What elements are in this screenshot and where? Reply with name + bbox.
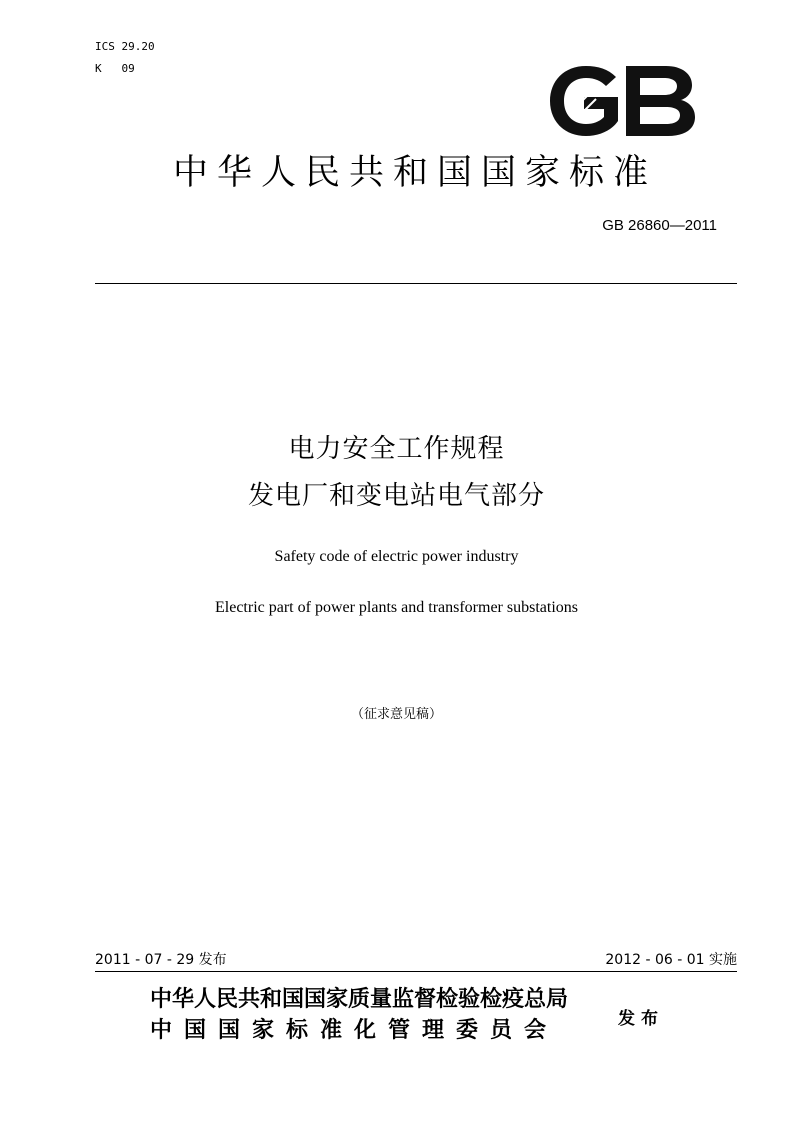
issue-date: 2011 - 07 - 29 发布 bbox=[95, 952, 227, 968]
english-title-line-1: Safety code of electric power industry bbox=[274, 548, 519, 565]
chinese-title-line-2: 发电厂和变电站电气部分 bbox=[247, 481, 545, 511]
gb-logo-g bbox=[550, 66, 618, 136]
issuer-line-1: 中华人民共和国国家质量监督检验检疫总局 bbox=[150, 987, 569, 1012]
chinese-title-line-1: 电力安全工作规程 bbox=[288, 434, 505, 464]
classification-code: K 09 bbox=[95, 62, 135, 75]
bottom-divider bbox=[95, 971, 737, 972]
issuer-line-2: 中国国家标准化管理委员会 bbox=[150, 1018, 559, 1043]
national-standard-title: 中华人民共和国国家标准 bbox=[172, 153, 657, 193]
gb-logo bbox=[546, 63, 698, 139]
publish-label: 发布 bbox=[618, 1009, 664, 1029]
english-title-line-2: Electric part of power plants and transformer substations bbox=[215, 599, 578, 616]
ics-code: ICS 29.20 bbox=[95, 40, 155, 53]
implementation-date: 2012 - 06 - 01 实施 bbox=[605, 952, 737, 968]
standard-number: GB 26860—2011 bbox=[602, 217, 717, 234]
top-divider bbox=[95, 283, 737, 284]
gb-logo-b bbox=[626, 66, 695, 136]
draft-note: （征求意见稿） bbox=[350, 707, 442, 722]
